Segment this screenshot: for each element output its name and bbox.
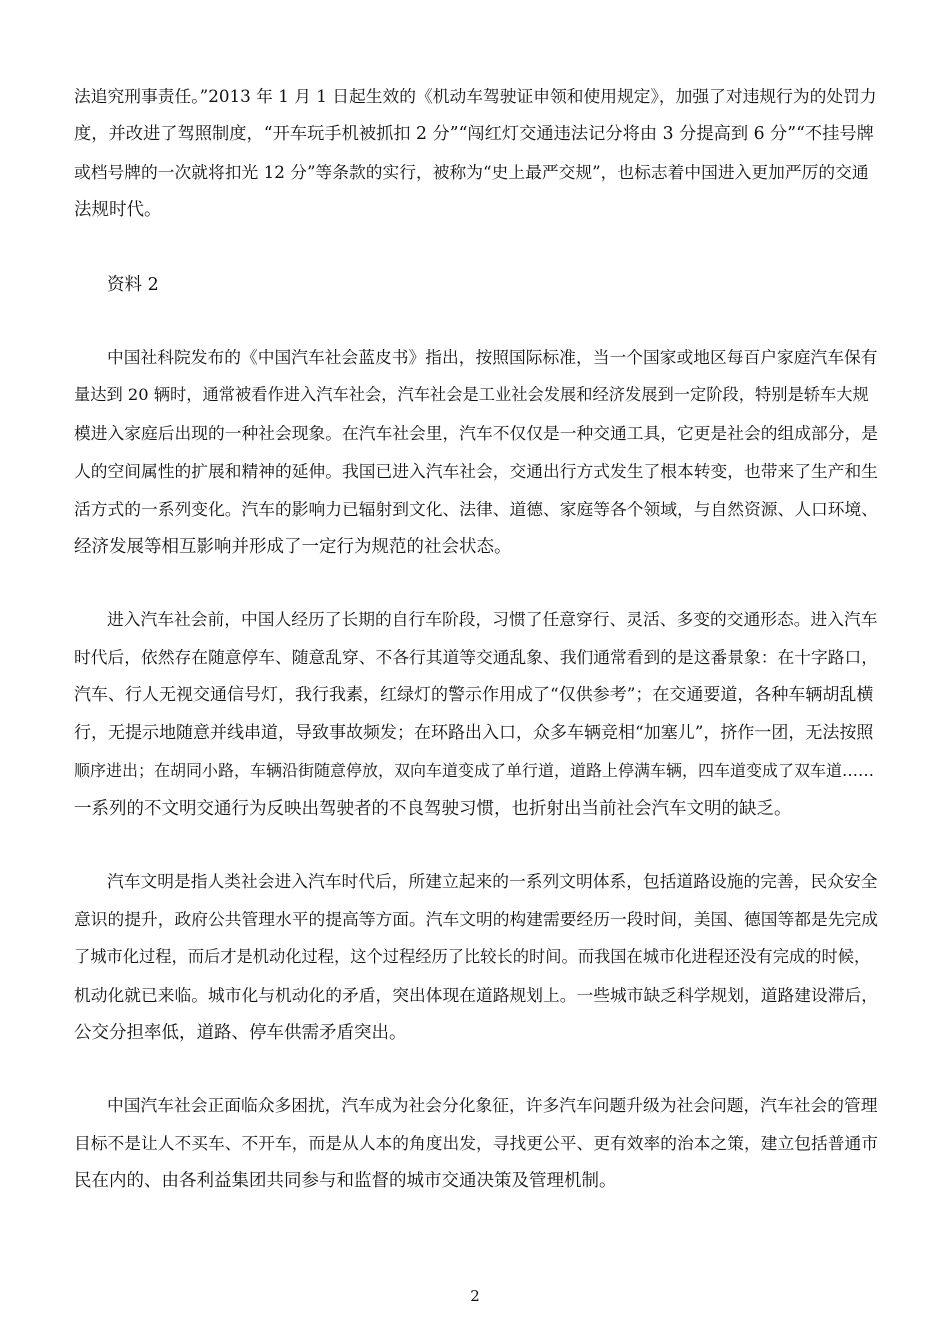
paragraph-line: 模进入家庭后出现的一种社会现象。在汽车社会里，汽车不仅仅是一种交通工具，它更是社会的组成部分，是 bbox=[74, 423, 879, 443]
paragraph-line: 汽车文明是指人类社会进入汽车时代后，所建立起来的一系列文明体系，包括道路设施的完善，民众安全 bbox=[107, 871, 878, 891]
paragraph-line: 或档号牌的一次就将扣光 12 分”等条款的实行，被称为“史上最严交规”，也标志着中国进入更加严厉的交通 bbox=[74, 162, 869, 182]
paragraph-line: 了城市化过程，而后才是机动化过程，这个过程经历了比较长的时间。而我国在城市化进程还没有完成的时候， bbox=[74, 947, 871, 966]
paragraph-line: 法规时代。 bbox=[74, 200, 162, 220]
paragraph-line: 行，无提示地随意并线串道，导致事故频发；在环路出入口，众多车辆竞相“加塞儿”，挤作一团，无法按照 bbox=[74, 723, 874, 743]
paragraph-line: 时代后，依然存在随意停车、随意乱穿、不各行其道等交通乱象、我们通常看到的是这番景象：在十字路口， bbox=[74, 647, 879, 667]
paragraph-line: 法追究刑事责任。”2013 年 1 月 1 日起生效的《机动车驾驶证申领和使用规定》，加强了对违规行为的处罚力 bbox=[74, 86, 877, 106]
paragraph-line: 度，并改进了驾照制度，“开车玩手机被抓扣 2 分”“闯红灯交通违法记分将由 3 分提高到 6 分”“不挂号牌 bbox=[74, 124, 874, 144]
paragraph-line: 民在内的、由各利益集团共同参与和监督的城市交通决策及管理机制。 bbox=[74, 1171, 617, 1191]
paragraph-line: 中国社科院发布的《中国汽车社会蓝皮书》指出，按照国际标准，当一个国家或地区每百户家庭汽车保有 bbox=[107, 347, 878, 367]
page-number: 2 bbox=[470, 1287, 480, 1305]
paragraph-line: 目标不是让人不买车、不开车，而是从人本的角度出发，寻找更公平、更有效率的治本之策，建立包括普通市 bbox=[74, 1133, 879, 1153]
paragraph-line: 意识的提升，政府公共管理水平的提高等方面。汽车文明的构建需要经历一段时间，美国、德国等都是先完成 bbox=[74, 909, 879, 929]
paragraph-line: 一系列的不文明交通行为反映出驾驶者的不良驾驶习惯，也折射出当前社会汽车文明的缺乏。 bbox=[74, 799, 792, 819]
paragraph-line: 中国汽车社会正面临众多困扰，汽车成为社会分化象征，许多汽车问题升级为社会问题，汽车社会的管理 bbox=[107, 1095, 878, 1115]
paragraph-line: 顺序进出；在胡同小路，车辆沿街随意停放，双向车道变成了单行道，道路上停满车辆，四车道变成了双车道…… bbox=[74, 761, 875, 780]
section-heading: 资料 2 bbox=[107, 275, 159, 295]
paragraph-line: 汽车、行人无视交通信号灯，我行我素，红绿灯的警示作用成了“仅供参考”；在交通要道，各种车辆胡乱横 bbox=[74, 685, 874, 705]
paragraph-line: 经济发展等相互影响并形成了一定行为规范的社会状态。 bbox=[74, 537, 512, 557]
paragraph-line: 量达到 20 辆时，通常被看作进入汽车社会，汽车社会是工业社会发展和经济发展到一定阶段，特别是轿车大规 bbox=[74, 385, 869, 404]
paragraph-line: 活方式的一系列变化。汽车的影响力已辐射到文化、法律、道德、家庭等各个领域，与自然资源、人口环境、 bbox=[74, 499, 879, 519]
paragraph-line: 进入汽车社会前，中国人经历了长期的自行车阶段，习惯了任意穿行、灵活、多变的交通形态。进入汽车 bbox=[107, 609, 878, 629]
paragraph-line: 公交分担率低，道路、停车供需矛盾突出。 bbox=[74, 1023, 407, 1043]
paragraph-line: 机动化就已来临。城市化与机动化的矛盾，突出体现在道路规划上。一些城市缺乏科学规划，道路建设滞后， bbox=[74, 985, 879, 1005]
paragraph-line: 人的空间属性的扩展和精神的延伸。我国已进入汽车社会，交通出行方式发生了根本转变，也带来了生产和生 bbox=[74, 461, 879, 481]
